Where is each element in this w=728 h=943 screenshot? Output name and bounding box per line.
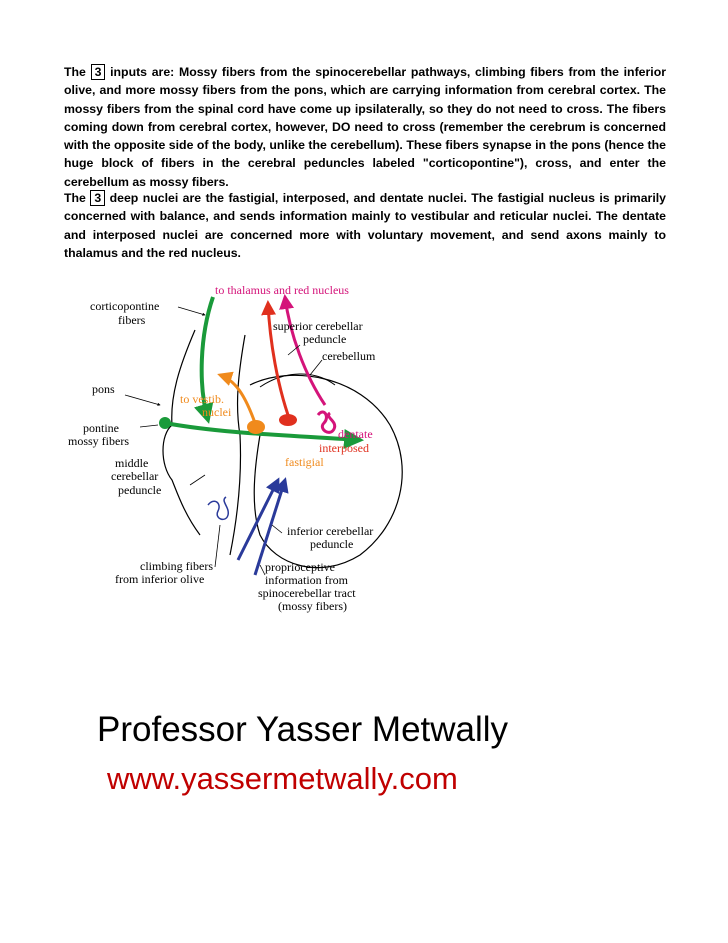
label-middle-2: cerebellar <box>111 469 159 483</box>
label-pontine-1: pontine <box>83 421 119 435</box>
website-link[interactable]: www.yassermetwally.com <box>107 761 458 796</box>
leader-pontine <box>140 425 158 427</box>
paragraph-deep-nuclei <box>64 189 666 262</box>
label-to-thalamus: to thalamus and red nucleus <box>215 283 349 297</box>
leader-corticopontine <box>178 307 205 315</box>
label-climbing-1: climbing fibers <box>140 559 213 573</box>
label-dentate: dentate <box>338 427 373 441</box>
para2-count-box: 3 <box>90 190 105 206</box>
label-corticopontine-2: fibers <box>118 313 146 327</box>
inferior-olive <box>208 497 228 519</box>
para2-lead: The <box>64 191 86 205</box>
label-proprio-2: information from <box>265 573 348 587</box>
pons-outline <box>163 330 200 535</box>
leader-cerebellum <box>310 360 322 375</box>
label-proprio-3: spinocerebellar tract <box>258 586 356 600</box>
label-corticopontine-1: corticopontine <box>90 299 160 313</box>
leader-climbing <box>215 525 220 567</box>
label-cerebellum: cerebellum <box>322 349 376 363</box>
fastigial-nucleus <box>247 420 265 434</box>
label-proprio-1: proprioceptive <box>265 560 335 574</box>
label-interposed: interposed <box>319 441 369 455</box>
author-name: Professor Yasser Metwally <box>97 710 509 749</box>
para1-text: inputs are: Mossy fibers from the spinocerebellar pathways, climbing fibers from the inferior olive, and more mossy fibers from the pons, which are carrying information from cerebral cortex. The mossy fibers from the spinal cord have come up ipsilaterally, so they do not need to cross. The fibers coming down from cerebral cortex, however, DO need to cross (remember the cerebrum is concerned with the opposite side of the body, unlike the cerebellum). These fibers synapse in the pons (hence the huge block of fibers in the cerebral peduncles labeled "corticopontine"), cross, and enter the cerebellum as mossy fibers. <box>64 65 666 189</box>
leader-pons <box>125 395 160 405</box>
label-superior-1: superior cerebellar <box>273 319 363 333</box>
brainstem-outline <box>230 335 245 555</box>
dentate-output <box>285 297 325 405</box>
leader-inferior <box>272 525 282 533</box>
label-pons: pons <box>92 382 115 396</box>
label-middle-1: middle <box>115 456 149 470</box>
label-to-vestib-1: to vestib. <box>180 392 224 406</box>
paragraph-inputs <box>64 63 666 191</box>
label-middle-3: peduncle <box>118 483 162 497</box>
leader-middle <box>190 475 205 485</box>
para1-lead: The <box>64 65 86 79</box>
label-inferior-1: inferior cerebellar <box>287 524 374 538</box>
label-fastigial: fastigial <box>285 455 324 469</box>
dentate-nucleus <box>318 412 335 432</box>
label-climbing-2: from inferior olive <box>115 572 205 586</box>
label-inferior-2: peduncle <box>310 537 354 551</box>
para1-count-box: 3 <box>91 64 106 80</box>
interposed-nucleus <box>279 414 297 426</box>
label-superior-2: peduncle <box>303 332 347 346</box>
label-pontine-2: mossy fibers <box>68 434 129 448</box>
cerebellum-diagram <box>60 275 420 625</box>
label-to-vestib-2: nuclei <box>202 405 232 419</box>
para2-text: deep nuclei are the fastigial, interposed, and dentate nuclei. The fastigial nucleus is primarily concerned with balance, and sends information mainly to vestibular and reticular nuclei. The dentate and interposed nuclei are concerned more with voluntary movement, and send axons mainly to thalamus and the red nucleus. <box>64 191 666 260</box>
label-proprio-4: (mossy fibers) <box>278 599 347 613</box>
